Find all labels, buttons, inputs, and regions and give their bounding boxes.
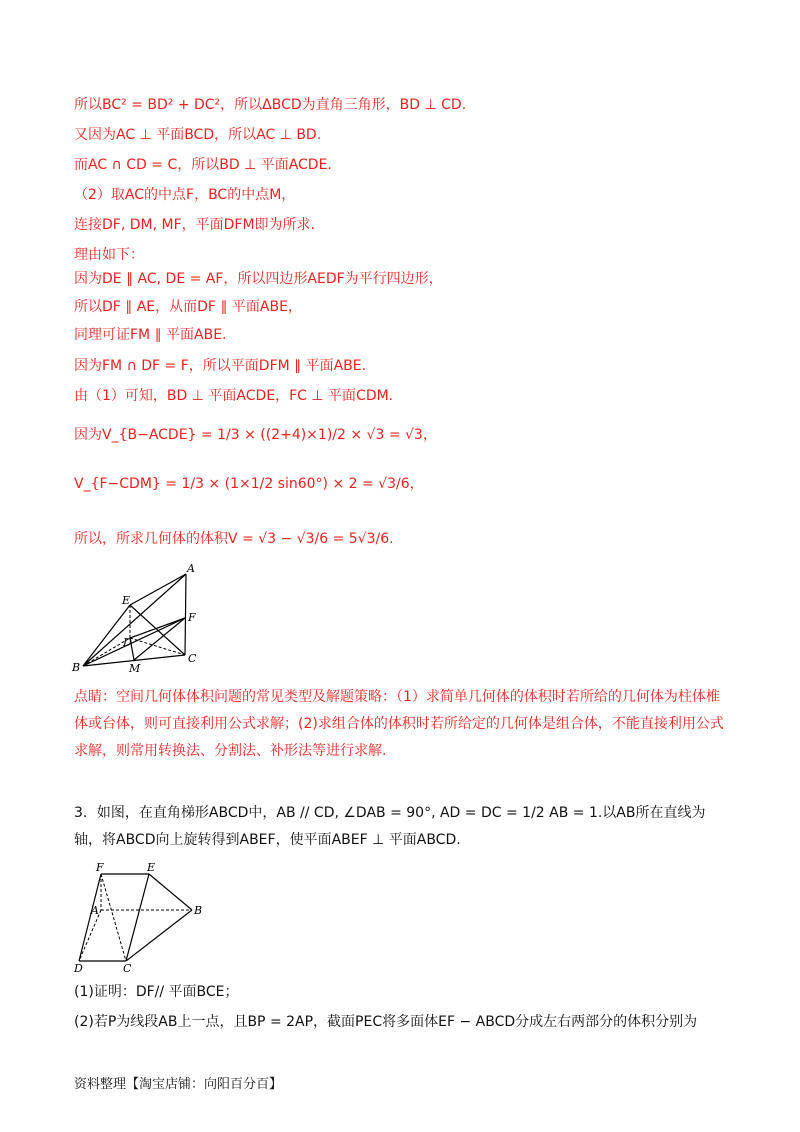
solution-line-2: 又因为AC ⊥ 平面BCD，所以AC ⊥ BD. [74, 127, 322, 143]
page-footer: 资料整理【淘宝店铺：向阳百分百】 [74, 1077, 283, 1092]
solution-line-7: 因为DE ∥ AC, DE = AF，所以四边形AEDF为平行四边形， [74, 271, 443, 287]
point-label-b2: B [194, 904, 203, 917]
problem-3-part-1: (1)证明：DF// 平面BCE； [74, 984, 239, 1000]
solution-line-1: 所以BC² = BD² + DC²，所以ΔBCD为直角三角形，BD ⊥ CD. [74, 97, 467, 113]
edge-FD [79, 874, 101, 961]
solution-line-12: 因为V_{B−ACDE} = 1/3 × ((2+4)×1)/2 × √3 = √3， [74, 427, 437, 443]
edge-AC [185, 574, 186, 655]
solution-line-4: （2）取AC的中点F，BC的中点M， [74, 187, 296, 203]
point-label-e2: E [147, 861, 156, 874]
point-label-c2: C [123, 962, 132, 975]
point-label-f2: F [96, 861, 104, 874]
geometry-figure-1 [66, 562, 216, 674]
point-label-c: C [188, 652, 197, 665]
solution-line-14: 所以，所求几何体的体积V = √3 − √3/6 = 5√3/6. [74, 531, 394, 547]
solution-line-11: 由（1）可知，BD ⊥ 平面ACDE，FC ⊥ 平面CDM. [74, 388, 394, 404]
edge-BC [126, 910, 192, 961]
point-label-a2: A [91, 904, 99, 917]
edge-EC [126, 874, 149, 961]
solution-line-6: 理由如下： [74, 247, 144, 263]
geometry-figure-2 [66, 858, 216, 978]
point-label-a: A [187, 562, 195, 575]
point-label-b: B [72, 661, 81, 674]
problem-3-part-2: (2)若P为线段AB上一点，且BP = 2AP，截面PEC将多面体EF − ABCD分成左右两部分的体积分别为 [74, 1014, 698, 1030]
edge-AE [130, 574, 186, 605]
edge-BA [83, 574, 186, 666]
solution-line-10: 因为FM ∩ DF = F，所以平面DFM ∥ 平面ABE. [74, 358, 367, 374]
edge-DF [130, 618, 185, 638]
problem-3-intro: 3．如图，在直角梯形ABCD中，AB // CD, ∠DAB = 90°, AD = DC = 1/2 AB = 1.以AB所在直线为轴，将ABCD向上旋转得到ABEF，使平面ABEF ⊥ 平面ABCD. [74, 805, 706, 848]
point-label-d: D [123, 636, 132, 649]
point-label-m: M [129, 662, 141, 674]
tip-paragraph: 点睛：空间几何体体积问题的常见类型及解题策略：（1）求简单几何体的体积时若所给的几何体为柱体椎体或台体，则可直接利用公式求解；(2)求组合体的体积时若所给定的几何体是组合体，不能直接利用公式求解，则常用转换法、分割法、补形法等进行求解. [74, 689, 724, 759]
solution-line-13: V_{F−CDM} = 1/3 × (1×1/2 sin60°) × 2 = √3/6， [74, 476, 424, 492]
edge-EB [149, 874, 192, 910]
hidden-edge-FC [101, 874, 126, 961]
point-label-f: F [188, 611, 196, 624]
point-label-d2: D [74, 962, 83, 975]
solution-line-3: 而AC ∩ CD = C，所以BD ⊥ 平面ACDE. [74, 157, 332, 173]
solution-line-9: 同理可证FM ∥ 平面ABE. [74, 327, 227, 343]
edge-EC [130, 605, 185, 655]
solution-line-5: 连接DF, DM, MF，平面DFM即为所求. [74, 217, 315, 233]
point-label-e: E [122, 594, 131, 607]
solution-line-8: 所以DF ∥ AE，从而DF ∥ 平面ABE， [74, 299, 302, 315]
